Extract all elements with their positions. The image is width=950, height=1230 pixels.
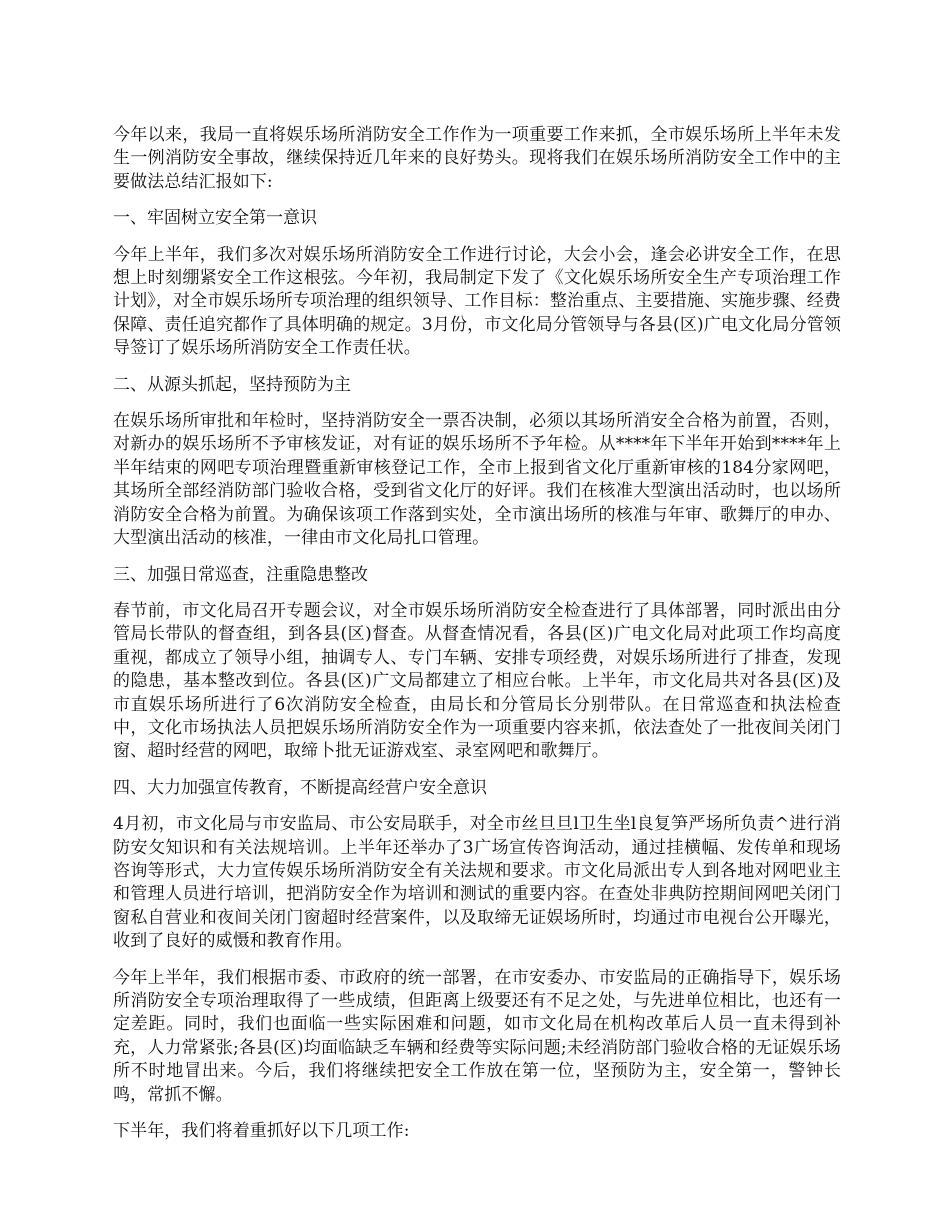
intro-paragraph: 今年以来，我局一直将娱乐场所消防安全工作作为一项重要工作来抓，全市娱乐场所上半年未发生一例消防安全事故，继续保持近几年来的良好势头。现将我们在娱乐场所消防安全工作中的主要做法总结汇报如下: (113, 125, 841, 192)
section-heading-1: 一、牢固树立安全第一意识 (113, 208, 317, 229)
section-heading-3: 三、加强日常巡查，注重隐患整改 (113, 564, 368, 585)
section-heading-4: 四、大力加强宣传教育，不断提高经营户安全意识 (113, 777, 487, 798)
section-heading-2: 二、从源头抓起，坚持预防为主 (113, 374, 351, 395)
summary-paragraph: 今年上半年，我们根据市委、市政府的统一部署，在市安委办、市安监局的正确指导下，娱乐场所消防安全专项治理取得了一些成绩，但距离上级要还有不足之处，与先进单位相比，也还有一定差距。同时，我们也面临一些实际困难和问题，如市文化局在机构改革后人员一直未得到补充，人力常紧张;各县(区)均面临缺乏车辆和经费等实际问题;未经消防部门验收合格的无证娱乐场所不时地冒出来。今后，我们将继续把安全工作放在第一位，坚预防为主，安全第一，警钟长鸣，常抓不懈。 (113, 967, 841, 1105)
section-1-paragraph: 今年上半年，我们多次对娱乐场所消防安全工作进行讨论，大会小会，逢会必讲安全工作，在思想上时刻绷紧安全工作这根弦。今年初，我局制定下发了《文化娱乐场所安全生产专项治理工作计划》，对全市娱乐场所专项治理的组织领导、工作目标：整治重点、主要措施、实施步骤、经费保障、责任追究都作了具体明确的规定。3月份，市文化局分管领导与各县(区)广电文化局分管领导签订了娱乐场所消防安全工作责任状。 (113, 244, 841, 359)
section-3-paragraph: 春节前，市文化局召开专题会议，对全市娱乐场所消防安全检查进行了具体部署，同时派出由分管局长带队的督查组，到各县(区)督查。从督查情况看，各县(区)广电文化局对此项工作均高度重视，都成立了领导小组，抽调专人、专门车辆、安排专项经费，对娱乐场所进行了排查，发现的隐患，基本整改到位。各县(区)广文局都建立了相应台帐。上半年，市文化局共对各县(区)及市直娱乐场所进行了6次消防安全检查，由局长和分管局长分别带队。在日常巡查和执法检查中，文化市场执法人员把娱乐场所消防安全作为一项重要内容来抓，依法查处了一批夜间关闭门窗、超时经营的网吧，取缔卜批无证游戏室、录室网吧和歌舞厅。 (113, 600, 841, 762)
section-2-paragraph: 在娱乐场所审批和年检时，坚持消防安全一票否决制，必须以其场所消安全合格为前置，否则，对新办的娱乐场所不予审核发证，对有证的娱乐场所不予年检。从****年下半年开始到****年上半年结束的网吧专项治理暨重新审核登记工作，全市上报到省文化厅重新审核的184分家网吧，其场所全部经消防部门验收合格，受到省文化厅的好评。我们在核准大型演出活动时，也以场所消防安全合格为前置。为确保该项工作落到实处，全市演出场所的核准与年审、歌舞厅的申办、大型演出活动的核准，一律由市文化局扎口管理。 (113, 411, 841, 549)
document-body (113, 124, 841, 1156)
closing-paragraph: 下半年，我们将着重抓好以下几项工作: (113, 1121, 410, 1142)
section-4-paragraph: 4月初，市文化局与市安监局、市公安局联手，对全市丝旦旦l卫生坐l良复笋严场所负责^进行消防安攵知识和有关法规培训。上半年还举办了3广场宣传咨询活动，通过挂横幅、发传单和现场咨询等形式，大力宣传娱乐场所消防安全有关法规和要求。市文化局派出专人到各地对网吧业主和管理人员进行培训，把消防安全作为培训和测试的重要内容。在查处非典防控期间网吧关闭门窗私自营业和夜间关闭门窗超时经营案件，以及取缔无证娱场所时，均通过市电视台公开曝光，收到了良好的威慑和教育作用。 (113, 814, 841, 952)
